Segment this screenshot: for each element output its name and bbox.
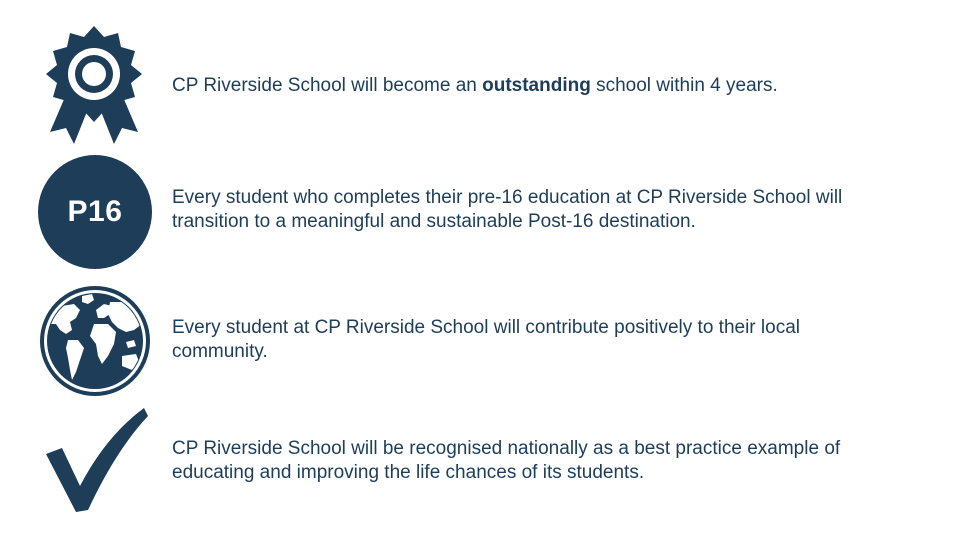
goal-text-line: educating and improving the life chances of its students. xyxy=(172,462,645,483)
goal-text-line: Every student who completes their pre-16 education at CP Riverside School will xyxy=(172,187,843,208)
checkmark-icon xyxy=(40,406,150,518)
goal-text xyxy=(172,316,932,364)
goal-text-emphasis: outstanding xyxy=(482,75,591,96)
goal-text xyxy=(172,74,932,98)
goal-text-line: CP Riverside School will be recognised nationally as a best practice example of xyxy=(172,438,841,459)
goal-text-part: CP Riverside School will become an xyxy=(172,75,483,96)
goal-text xyxy=(172,186,932,234)
goal-text-line: community. xyxy=(172,341,268,362)
goal-text-line: transition to a meaningful and sustainable Post-16 destination. xyxy=(172,211,696,232)
globe-icon xyxy=(38,284,152,398)
goal-text xyxy=(172,437,932,485)
p16-label: P16 xyxy=(67,195,123,228)
award-ribbon-icon xyxy=(44,24,144,148)
goal-text-part: school within 4 years. xyxy=(590,75,778,96)
p16-circle-icon xyxy=(38,155,152,269)
goal-text-line: Every student at CP Riverside School will contribute positively to their local xyxy=(172,317,800,338)
